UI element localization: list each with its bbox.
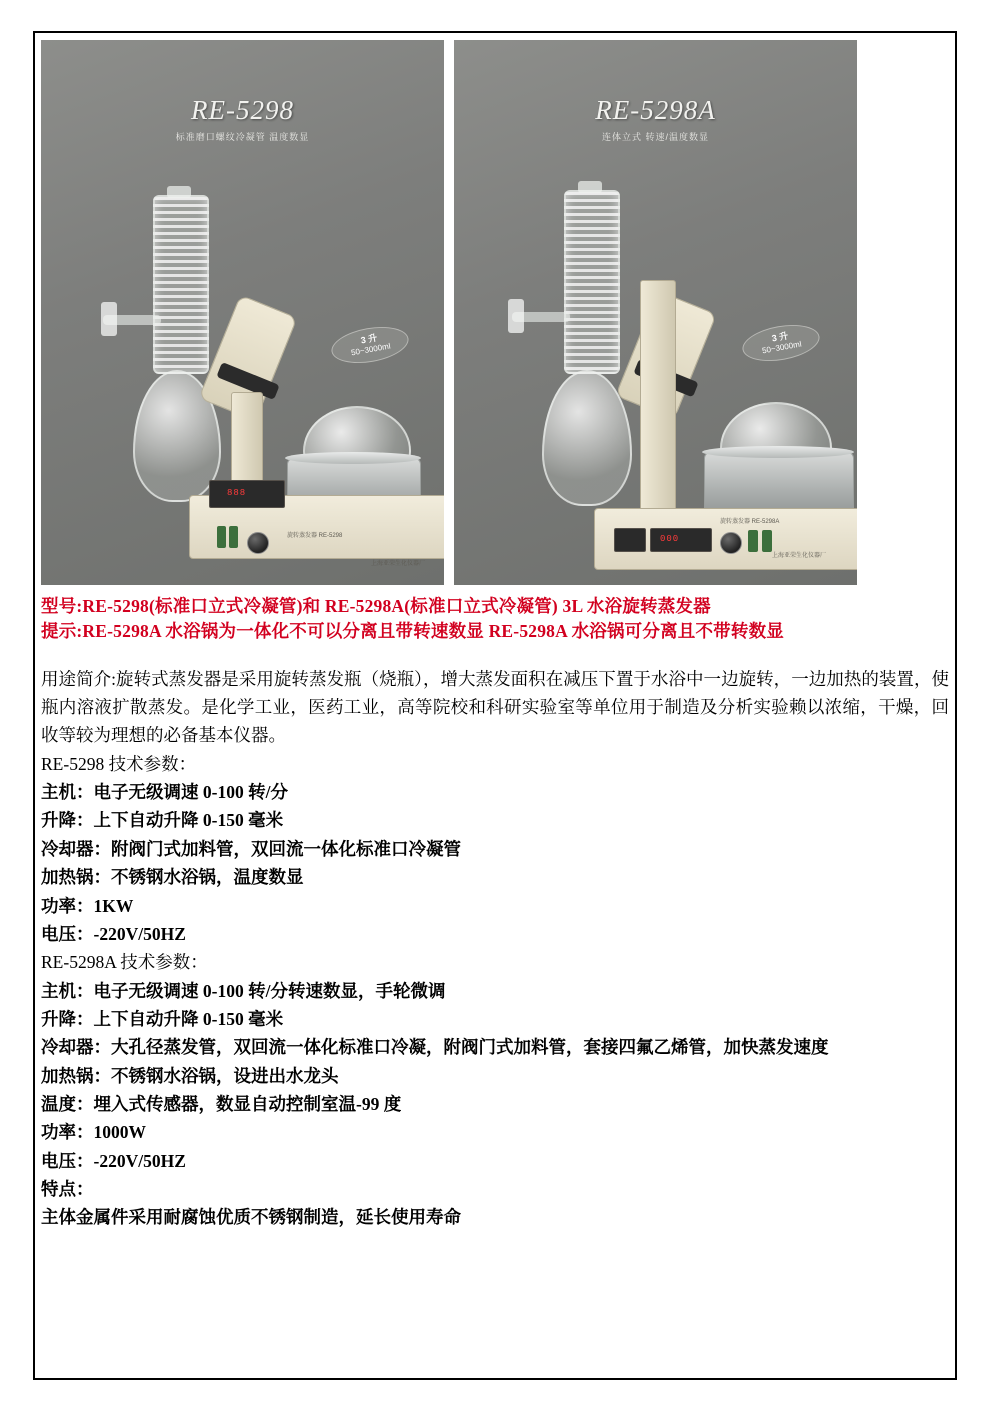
lift-column	[231, 392, 263, 494]
control-display-left	[614, 528, 646, 552]
capacity-badge	[329, 321, 412, 368]
capacity-badge-top: 3 升	[770, 330, 789, 344]
condenser-tube	[564, 190, 620, 374]
product-photo-re5298	[41, 40, 444, 585]
condenser-cap	[578, 181, 602, 193]
spec-line: 主体金属件采用耐腐蚀优质不锈钢制造，延长使用寿命	[41, 1207, 461, 1228]
speed-knob	[247, 532, 269, 554]
spec-line: 电压：-220V/50HZ	[41, 923, 186, 944]
capacity-badge-bottom: 50~3000ml	[761, 339, 803, 356]
condenser-tube	[153, 195, 209, 374]
stopcock-valve	[508, 299, 524, 333]
lift-column	[640, 280, 676, 512]
spec-line: RE-5298A 技术参数：	[41, 952, 208, 973]
spec-line: 加热锅：不锈钢水浴锅，设进出水龙头	[41, 1065, 339, 1086]
document-content	[41, 40, 949, 1370]
spec-line: 冷却器：附阀门式加料管，双回流一体化标准口冷凝管	[41, 838, 461, 859]
spec-line: 升降：上下自动升降 0-150 毫米	[41, 1008, 284, 1029]
intro-paragraph: 用途简介:旋转式蒸发器是采用旋转蒸发瓶（烧瓶），增大蒸发面积在减压下置于水浴中一边旋转，一边加热的装置，使瓶内溶液扩散蒸发。是化学工业，医药工业，高等院校和科研实验室等单位用于制造及分析实验赖以浓缩，干燥，回收等较为理想的必备基本仪器。	[41, 668, 949, 746]
switch-green	[748, 530, 758, 552]
spec-line: 功率：1KW	[41, 895, 134, 916]
switch-green-2	[762, 530, 772, 552]
control-display	[209, 480, 285, 508]
stopcock-valve	[101, 302, 117, 336]
product-photo-row	[41, 40, 949, 585]
spec-line: 功率：1000W	[41, 1122, 146, 1143]
spec-line: RE-5298 技术参数：	[41, 753, 197, 774]
spec-line: 电压：-220V/50HZ	[41, 1150, 186, 1171]
photo-model-name: RE-5298	[191, 95, 294, 125]
body-text-block	[41, 665, 949, 1232]
panel-label: 旋转蒸发器 RE-5298	[287, 533, 343, 539]
spec-line: 升降：上下自动升降 0-150 毫米	[41, 810, 284, 831]
condenser-cap	[167, 186, 191, 198]
photo-model-subtitle: 标准磨口螺纹冷凝管 温度数显	[175, 132, 310, 142]
maker-label: 上海亚荣生化仪器厂	[371, 561, 426, 567]
speed-knob	[720, 532, 742, 554]
spec-line: 加热锅：不锈钢水浴锅，温度数显	[41, 867, 304, 888]
spec-line: 温度：埋入式传感器，数显自动控制室温-99 度	[41, 1093, 402, 1114]
spec-line: 主机：电子无级调速 0-100 转/分转速数显，手轮微调	[41, 980, 446, 1001]
headline-line-1: 型号:RE-5298(标准口立式冷凝管)和 RE-5298A(标准口立式冷凝管) 3L 水浴旋转蒸发器	[41, 596, 711, 616]
water-bath-rim	[285, 452, 421, 464]
headline-line-2: 提示:RE-5298A 水浴锅为一体化不可以分离且带转速数显 RE-5298A 水浴锅可分离且不带转数显	[41, 621, 784, 642]
panel-label: 旋转蒸发器 RE-5298A	[720, 519, 780, 525]
product-photo-re5298a	[454, 40, 857, 585]
switch-green-2	[229, 526, 238, 548]
photo-model-name: RE-5298A	[595, 95, 716, 125]
water-bath-rim	[702, 446, 854, 458]
capacity-badge-top: 3 升	[359, 332, 378, 346]
photo-model-subtitle: 连体立式 转速/温度数显	[601, 132, 709, 142]
spec-line: 特点：	[41, 1178, 94, 1199]
headline-block	[41, 594, 949, 645]
spec-line: 冷却器：大孔径蒸发管，双回流一体化标准口冷凝，附阀门式加料管，套接四氟乙烯管，加快蒸发速度	[41, 1037, 829, 1058]
display-readout: 000	[660, 534, 680, 544]
maker-label: 上海亚荣生化仪器厂	[772, 553, 827, 559]
capacity-badge	[740, 319, 823, 366]
display-readout: 888	[227, 488, 247, 498]
spec-line: 主机：电子无级调速 0-100 转/分	[41, 782, 288, 803]
switch-green	[217, 526, 226, 548]
capacity-badge-bottom: 50~3000ml	[350, 341, 392, 358]
